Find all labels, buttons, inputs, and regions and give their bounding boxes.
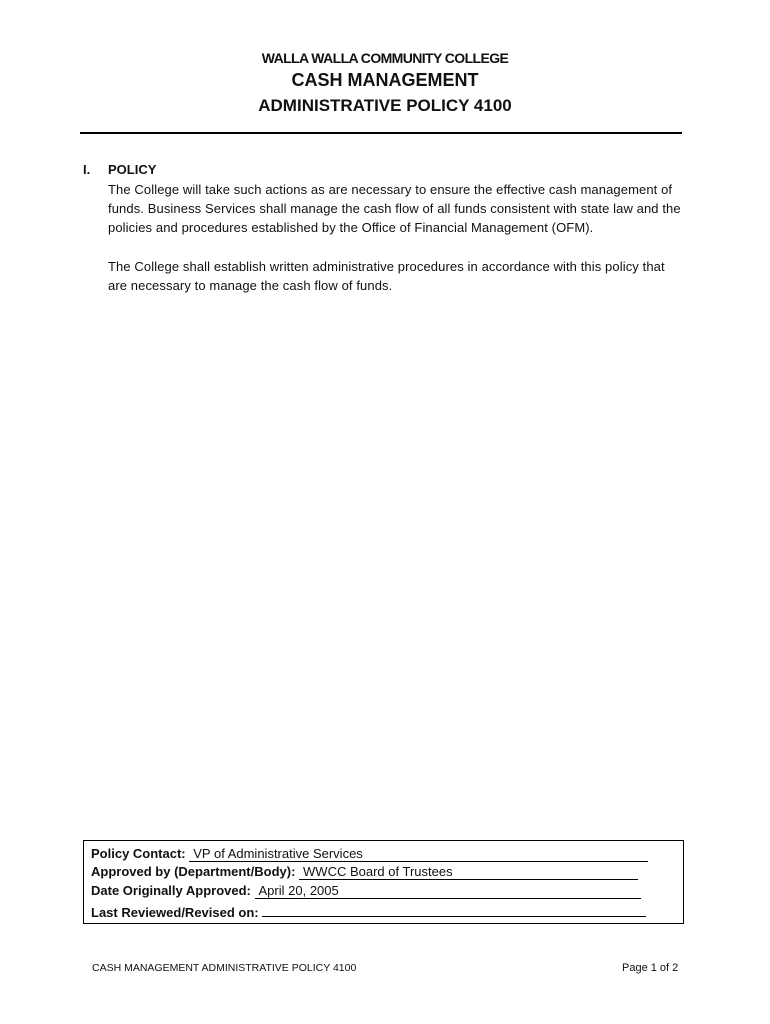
policy-contact-row: [91, 846, 648, 862]
last-reviewed-value: [262, 902, 646, 917]
approved-by-row: [91, 864, 638, 880]
footer-document-name: CASH MANAGEMENT ADMINISTRATIVE POLICY 4100: [92, 962, 357, 974]
date-approved-value: April 20, 2005: [255, 884, 641, 899]
header-divider: [80, 132, 682, 134]
approved-by-label: Approved by (Department/Body):: [91, 864, 296, 879]
last-reviewed-label: Last Reviewed/Revised on:: [91, 905, 259, 920]
policy-paragraph-1: The College will take such actions as are necessary to ensure the effective cash management of funds. Business Services shall manage the cash flow of all funds consistent with state law and the policies and procedures established by the Office of Financial Management (OFM).: [108, 182, 681, 236]
approved-by-value: WWCC Board of Trustees: [299, 865, 638, 880]
date-approved-label: Date Originally Approved:: [91, 883, 251, 898]
college-name: WALLA WALLA COMMUNITY COLLEGE: [261, 50, 509, 66]
document-subtitle: ADMINISTRATIVE POLICY 4100: [258, 96, 512, 115]
policy-info-box: [83, 840, 684, 924]
section-number: I.: [83, 162, 91, 177]
policy-paragraph-2: The College shall establish written administrative procedures in accordance with this policy that are necessary to manage the cash flow of funds.: [108, 259, 665, 294]
date-approved-row: [91, 883, 641, 899]
section-heading: POLICY: [108, 162, 157, 177]
footer-page-number: Page 1 of 2: [622, 962, 679, 974]
last-reviewed-row: [91, 902, 646, 920]
policy-contact-value: VP of Administrative Services: [189, 847, 648, 862]
policy-contact-label: Policy Contact:: [91, 846, 186, 861]
document-title: CASH MANAGEMENT: [291, 70, 479, 90]
